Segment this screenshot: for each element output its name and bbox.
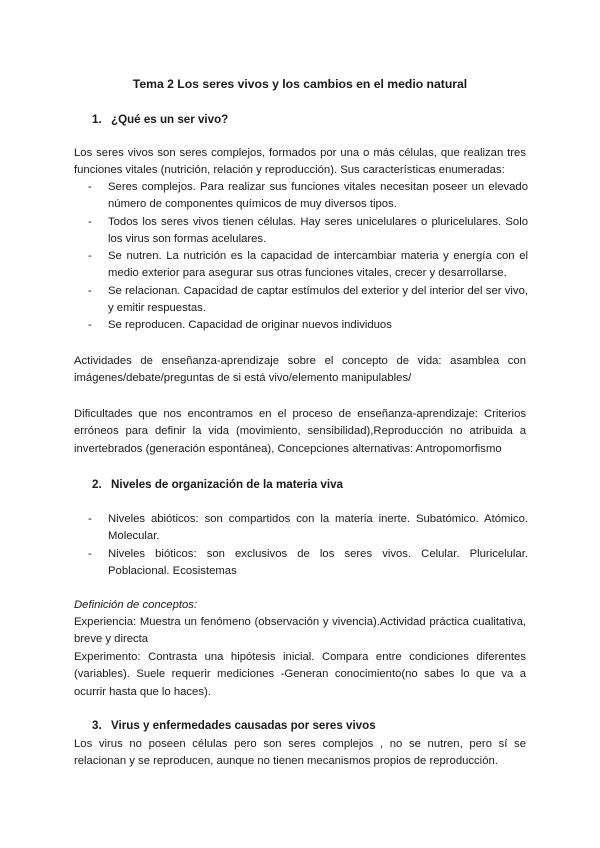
section-3-title: Virus y enfermedades causadas por seres vivos: [111, 719, 376, 732]
list-marker: -: [88, 284, 92, 297]
activities-paragraph: Actividades de enseñanza-aprendizaje sobre el concepto de vida: asamblea con imágenes/debate/preguntas de si está vivo/elemento manipulables/: [74, 355, 526, 385]
experimento-definition: Experimento: Contrasta una hipótesis inicial. Compara entre condiciones diferentes (variables). Suele requerir mediciones -Generan conocimiento(no sabes lo que va a ocurrir hasta que lo haces).: [74, 651, 526, 698]
list-item: [88, 317, 528, 334]
experiencia-definition: Experiencia: Muestra un fenómeno (observación y vivencia).Actividad práctica cualitativa, breve y directa: [74, 616, 526, 646]
list-item-text: Niveles bióticos: son exclusivos de los seres vivos. Celular. Pluricelular. Poblacional. Ecosistemas: [108, 547, 528, 577]
section-3-number: 3.: [92, 719, 102, 732]
list-item: [88, 546, 528, 581]
section-3-heading: [92, 719, 376, 732]
section-1-heading: [92, 113, 228, 126]
section-2-number: 2.: [92, 478, 102, 491]
document-title: Tema 2 Los seres vivos y los cambios en el medio natural: [132, 77, 468, 91]
list-item: [88, 511, 528, 546]
list-item: [88, 214, 528, 249]
list-marker: -: [88, 215, 92, 228]
list-item-text: Seres complejos. Para realizar sus funciones vitales necesitan poseer un elevado número de componentes químicos de muy diversos tipos.: [108, 181, 528, 211]
list-marker: -: [88, 250, 92, 263]
definitions-heading: Definición de conceptos:: [74, 599, 198, 611]
section-1-intro: Los seres vivos son seres complejos, formados por una o más células, que realizan tres funciones vitales (nutrición, relación y reproducción). Sus características enumeradas:: [74, 147, 526, 177]
list-item: [88, 248, 528, 283]
list-item: [88, 179, 528, 214]
list-item-text: Se nutren. La nutrición es la capacidad de intercambiar materia y energía con el medio exterior para asegurar sus otras funciones vitales, crecer y desarrollarse.: [108, 250, 528, 280]
section-2-title: Niveles de organización de la materia viva: [111, 478, 343, 491]
list-item-text: Todos los seres vivos tienen células. Hay seres unicelulares o pluricelulares. Solo los virus son formas acelulares.: [108, 215, 528, 245]
section-1-number: 1.: [92, 113, 102, 126]
section-2-heading: [92, 478, 343, 491]
list-item-text: Niveles abióticos: son compartidos con la materia inerte. Subatómico. Atómico. Molecular.: [108, 513, 528, 543]
list-marker: -: [88, 319, 92, 332]
list-marker: -: [88, 547, 92, 560]
levels-list: [88, 511, 528, 580]
list-item: [88, 283, 528, 318]
characteristics-list: [88, 179, 528, 335]
difficulties-paragraph: Dificultades que nos encontramos en el proceso de enseñanza-aprendizaje: Criterios erróneos para definir la vida (movimiento, sensibilidad),Reproducción no atribuida a invertebrados (generación espontánea), Concepciones alternativas: Antropomorfismo: [74, 408, 526, 455]
list-marker: -: [88, 181, 92, 193]
section-1-title: ¿Qué es un ser vivo?: [111, 113, 229, 126]
list-marker: -: [88, 513, 92, 525]
list-item-text: Se relacionan. Capacidad de captar estímulos del exterior y del interior del ser vivo, y emitir respuestas.: [108, 284, 528, 315]
section-3-text: Los virus no poseen células pero son seres complejos , no se nutren, pero sí se relacionan y se reproducen, aunque no tienen mecanismos propios de reproducción.: [74, 738, 526, 768]
list-item-text: Se reproducen. Capacidad de originar nuevos individuos: [108, 319, 392, 332]
